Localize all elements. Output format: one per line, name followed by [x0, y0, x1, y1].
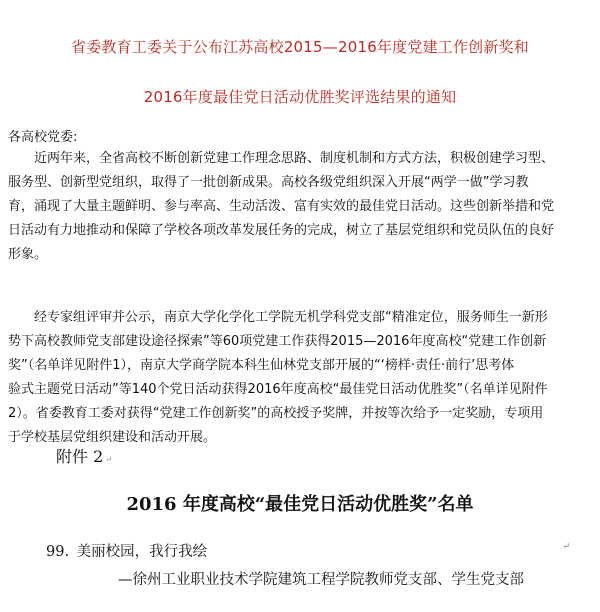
award-entry: [46, 540, 576, 561]
paragraph-1-line: 日活动有力地推动和保障了学校各项改革发展任务的完成，树立了基层党组织和党员队伍的良好: [8, 223, 555, 238]
award-entry-number: 99.: [46, 544, 70, 560]
award-entry-unit: —徐州工业职业技术学院建筑工程学院教师党支部、学生党支部: [118, 572, 524, 588]
paragraph-1-line: 服务型、创新型党组织，取得了一批创新成果。高校各级党组织深入开展“两学一做”学习教: [8, 175, 529, 190]
paragraph-1: [8, 147, 592, 267]
paragraph-2-line: 于学校基层党组织建设和活动开展。: [8, 430, 217, 445]
return-mark-icon: ↵: [105, 455, 112, 464]
attachment-label-text: 附件 2: [56, 447, 104, 466]
paragraph-1-line: 育，涌现了大量主题鲜明、参与率高、生动活泼、富有实效的最佳党日活动。这些创新举措和党: [8, 199, 555, 214]
paragraph-2-line: 经专家组评审并公示，南京大学化学化工学院无机学科党支部“精准定位，服务师生一新形: [34, 310, 548, 325]
return-mark-icon: ↵: [562, 542, 570, 552]
paragraph-2-line: 势下高校教师党支部建设途径探索”等60项党建工作获得2015—2016年度高校“党建工作创新: [8, 334, 547, 349]
paragraph-2-line: 奖”（名单详见附件1），南京大学商学院本科生仙林党支部开展的“‘榜样·责任·前行’思考体: [8, 358, 515, 373]
paragraph-1-line: 近两年来，全省高校不断创新党建工作理念思路、制度机制和方式方法，积极创建学习型、: [34, 151, 555, 166]
paragraph-1-line: 形象。: [8, 247, 48, 262]
award-entry-activity: 美丽校园，我行我绘: [76, 544, 208, 560]
notice-title-line-1: 省委教育工委关于公布江苏高校2015—2016年度党建工作创新奖和: [71, 38, 529, 56]
salutation: 各高校党委:: [8, 130, 78, 145]
paragraph-2: [8, 306, 592, 450]
attachment-label: [56, 444, 112, 467]
award-list-title: 2016 年度高校“最佳党日活动优胜奖”名单: [126, 494, 474, 515]
paragraph-2-line: 2）。省委教育工委对获得“党建工作创新奖”的高校授予奖牌，并按等次给予一定奖励，专项用: [8, 406, 544, 421]
paragraph-2-line: 验式主题党日活动”等140个党日活动获得2016年度高校“最佳党日活动优胜奖”（名单详见附件: [8, 382, 548, 397]
notice-title-line-2: 2016年度最佳党日活动优胜奖评选结果的通知: [143, 88, 457, 106]
